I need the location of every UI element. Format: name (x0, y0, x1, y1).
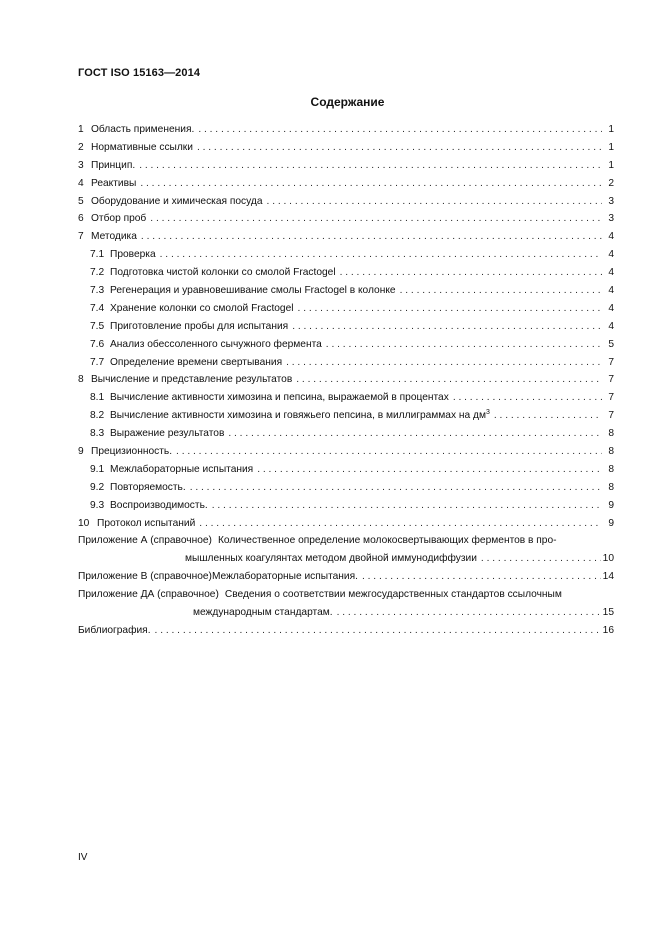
toc-page: 7 (608, 410, 614, 422)
toc-page: 9 (608, 499, 614, 511)
toc-entry-3[interactable] (78, 157, 614, 175)
toc-label: Методика (91, 231, 137, 243)
toc-page: 7 (608, 392, 614, 404)
toc-entry-9[interactable] (78, 443, 614, 461)
toc-label: Хранение колонки со смолой Fractogel (110, 302, 294, 314)
toc-label: Воспроизводимость. (110, 499, 208, 511)
toc-label: Подготовка чистой колонки со смолой Fractogel (110, 267, 336, 279)
leader-dots (494, 407, 602, 425)
toc-label: Вычисление активности химозина и пепсина, выражаемой в процентах (110, 392, 449, 404)
toc-number: 7.5 (90, 320, 105, 332)
toc-label: Анализ обессоленного сычужного фермента (110, 338, 322, 350)
toc-label: Межлабораторные испытания (110, 463, 254, 475)
toc-page: 8 (608, 428, 614, 440)
leader-dots (326, 336, 602, 354)
toc-page: 4 (608, 285, 614, 297)
page-title: Содержание (310, 95, 385, 109)
toc-page: 2 (608, 177, 614, 189)
toc-label: Реактивы (91, 177, 137, 189)
toc-number: 3 (78, 159, 84, 171)
toc-number: 7.3 (90, 285, 105, 297)
leader-dots (453, 389, 602, 407)
toc-page: 4 (608, 267, 614, 279)
toc-number: 2 (78, 141, 84, 153)
toc-label: Проверка (110, 249, 156, 261)
toc-number: 7.1 (90, 249, 105, 261)
leader-dots (160, 246, 602, 264)
toc-number: 7.7 (90, 356, 105, 368)
toc-number: 7.6 (90, 338, 105, 350)
toc-page: 1 (608, 124, 614, 135)
toc-label (110, 407, 490, 425)
leader-dots (400, 282, 602, 300)
toc-number: 8.1 (90, 392, 105, 404)
leader-dots (298, 300, 602, 318)
leader-dots (190, 479, 602, 497)
toc-number: 7.2 (90, 267, 105, 279)
toc-appendix-da[interactable] (78, 586, 614, 622)
toc-entry-8[interactable] (78, 371, 614, 389)
toc-number: 7.4 (90, 302, 105, 314)
leader-dots (199, 515, 602, 533)
toc-page: 5 (608, 338, 614, 350)
toc-entry-9-2[interactable] (78, 479, 614, 497)
toc-entry-7-2[interactable] (78, 264, 614, 282)
toc-entry-7-4[interactable] (78, 300, 614, 318)
appendix-prefix: Приложение ДА (справочное) (78, 589, 219, 601)
toc-entry-4[interactable] (78, 175, 614, 193)
toc-label: Вычисление и представление результатов (91, 374, 293, 386)
toc-number: 6 (78, 213, 84, 225)
page-number: IV (78, 852, 88, 863)
toc-label: Оборудование и химическая посуда (91, 195, 263, 207)
table-of-contents (78, 121, 614, 640)
toc-number: 7 (78, 231, 84, 243)
toc-label: Протокол испытаний (97, 517, 196, 529)
toc-appendix-b[interactable] (78, 568, 614, 586)
toc-number: 8.3 (90, 428, 105, 440)
toc-page: 4 (608, 302, 614, 314)
toc-page: 8 (608, 463, 614, 475)
toc-page: 15 (602, 607, 614, 619)
toc-number: 9.1 (90, 463, 105, 475)
toc-page: 4 (608, 249, 614, 261)
document-header: ГОСТ ISO 15163—2014 (78, 67, 201, 79)
toc-label: Определение времени свертывания (110, 356, 283, 368)
toc-page: 3 (608, 213, 614, 225)
toc-page: 4 (608, 231, 614, 243)
toc-label: Библиография. (78, 624, 151, 636)
appendix-title-line1: Количественное определение молокосвертывающих ферментов в про- (217, 535, 557, 547)
toc-entry-7-7[interactable] (78, 354, 614, 372)
toc-label: Нормативные ссылки (91, 141, 193, 153)
toc-number: 1 (78, 124, 84, 135)
leader-dots (150, 210, 602, 228)
appendix-title-line2: международным стандартам. (193, 607, 333, 619)
superscript: 3 (485, 409, 490, 417)
toc-label: Регенерация и уравновешивание смолы Fractogel в колонке (110, 285, 396, 297)
toc-page: 7 (608, 374, 614, 386)
toc-entry-5[interactable] (78, 193, 614, 211)
leader-dots (141, 228, 602, 246)
toc-number: 9 (78, 446, 84, 458)
toc-number: 9.2 (90, 481, 105, 493)
toc-page: 9 (608, 517, 614, 529)
toc-appendix-a[interactable] (78, 532, 614, 568)
leader-dots (228, 425, 602, 443)
toc-entry-2[interactable] (78, 139, 614, 157)
toc-page: 10 (602, 553, 614, 565)
appendix-title-line2: мышленных коагулянтах методом двойной иммунодиффузии (185, 553, 477, 565)
leader-dots (198, 121, 602, 139)
toc-bibliography[interactable] (78, 622, 614, 640)
toc-page: 16 (602, 624, 614, 636)
toc-entry-8-1[interactable] (78, 389, 614, 407)
leader-dots (292, 318, 602, 336)
toc-label: Выражение результатов (110, 428, 225, 440)
toc-entry-8-2[interactable] (78, 407, 614, 425)
toc-number: 8 (78, 374, 84, 386)
toc-number: 5 (78, 195, 84, 207)
toc-label: Приготовление пробы для испытания (110, 320, 289, 332)
toc-page: 1 (608, 141, 614, 153)
toc-label: Повторяемость. (110, 481, 186, 493)
leader-dots (139, 157, 602, 175)
toc-entry-10[interactable] (78, 515, 614, 533)
leader-dots (140, 175, 602, 193)
toc-entry-7-5[interactable] (78, 318, 614, 336)
appendix-prefix: Приложение В (справочное) (78, 571, 212, 583)
toc-page: 14 (602, 571, 614, 583)
leader-dots (267, 193, 602, 211)
toc-number: 9.3 (90, 499, 105, 511)
toc-entry-1[interactable] (78, 121, 614, 139)
toc-page: 7 (608, 356, 614, 368)
toc-entry-9-3[interactable] (78, 497, 614, 515)
toc-label: Отбор проб (91, 213, 147, 225)
appendix-title: Межлабораторные испытания. (211, 571, 358, 583)
appendix-title-line1: Сведения о соответствии межгосударственных стандартов ссылочным (224, 589, 562, 601)
toc-entry-8-3[interactable] (78, 425, 614, 443)
toc-entry-6[interactable] (78, 210, 614, 228)
toc-page: 8 (608, 446, 614, 458)
toc-page: 3 (608, 195, 614, 207)
toc-page: 8 (608, 481, 614, 493)
toc-number: 4 (78, 177, 84, 189)
toc-label: Область применения. (91, 124, 195, 135)
leader-dots (340, 264, 602, 282)
leader-dots (337, 604, 601, 622)
leader-dots (257, 461, 602, 479)
toc-entry-7-3[interactable] (78, 282, 614, 300)
toc-entry-9-1[interactable] (78, 461, 614, 479)
toc-page: 1 (608, 159, 614, 171)
toc-label: Принцип. (91, 159, 136, 171)
appendix-prefix: Приложение А (справочное) (78, 535, 212, 547)
toc-entry-7-1[interactable] (78, 246, 614, 264)
toc-entry-7[interactable] (78, 228, 614, 246)
leader-dots (176, 443, 602, 461)
toc-number: 8.2 (90, 410, 105, 422)
toc-number: 10 (78, 517, 90, 529)
leader-dots (296, 371, 602, 389)
toc-label: Прецизионность. (91, 446, 173, 458)
toc-page: 4 (608, 320, 614, 332)
leader-dots (286, 354, 602, 372)
leader-dots (212, 497, 602, 515)
leader-dots (197, 139, 602, 157)
toc-entry-7-6[interactable] (78, 336, 614, 354)
leader-dots (155, 622, 601, 640)
toc-label-text: Вычисление активности химозина и говяжьего пепсина, в миллиграммах на дм (110, 410, 486, 422)
leader-dots (481, 550, 601, 568)
leader-dots (362, 568, 601, 586)
